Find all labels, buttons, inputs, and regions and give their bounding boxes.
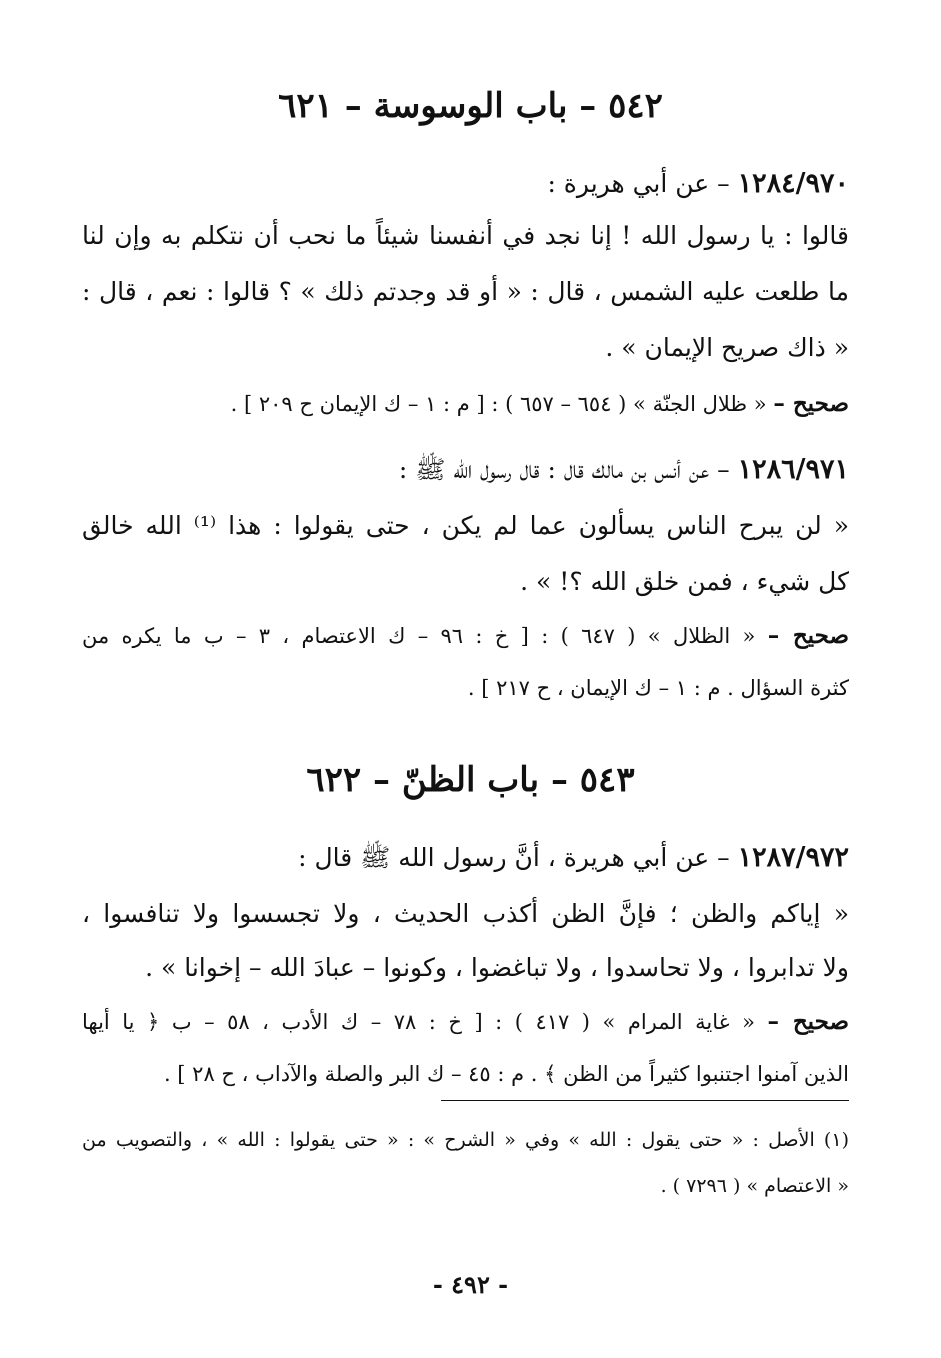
page-number: - ٤٩٢ - (432, 1270, 509, 1299)
hadith-text-line: ولا تدابروا ، ولا تحاسدوا ، ولا تباغضوا ، وكونوا – عبادَ الله – إخوانا » . (145, 953, 849, 982)
grade-label: صحيح – (767, 622, 849, 649)
source-text: « ظلال الجنّة » ( ٦٥٤ – ٦٥٧ ) : [ م : ١ – ك الإيمان ح ٢٠٩ ] . (230, 392, 774, 416)
hadith-source (82, 616, 849, 656)
hadith-header (82, 450, 849, 490)
hadith-text-line: ما طلعت عليه الشمس ، قال : « أو قد وجدتم ذلك » ؟ قالوا : نعم ، قال : (82, 277, 849, 306)
grade-label: صحيح – (767, 1008, 849, 1035)
source-text: « الظلال » ( ٦٤٧ ) : [ خ : ٩٦ – ك الاعتصام ، ٣ – ب ما يكره من (82, 624, 768, 648)
chapter-heading: ٥٤٣ – باب الظنّ – ٦٢٢ (306, 760, 635, 800)
hadith-text-line: « لن يبرح الناس يسألون عما لم يكن ، حتى يقولوا : هذا ⁽¹⁾ الله خالق (82, 511, 849, 540)
hadith-number: ١٢٨٦/٩٧١ (737, 454, 849, 485)
hadith-number: ١٢٨٤/٩٧٠ (737, 168, 849, 199)
hadith-source (82, 1002, 849, 1042)
source-text: « غاية المرام » ( ٤١٧ ) : [ خ : ٧٨ – ك الأدب ، ٥٨ – ب ﴿ يا أيها (82, 1010, 768, 1034)
hadith-intro: – عن أبي هريرة : (547, 169, 738, 198)
hadith-header (82, 164, 849, 204)
hadith-text-line: قالوا : يا رسول الله ! إنا نجد في أنفسنا شيئاً ما نحب أن نتكلم به وإن لنا (82, 221, 849, 250)
hadith-number: ١٢٨٧/٩٧٢ (737, 842, 849, 873)
hadith-source (82, 384, 849, 424)
grade-label: صحيح – (773, 390, 849, 417)
footnote-line: (١) الأصل : « حتى يقول : الله » وفي « الشرح » : « حتى يقولوا : الله » ، والتصويب من (82, 1129, 849, 1151)
hadith-header (82, 838, 849, 878)
hadith-source-line: الذين آمنوا اجتنبوا كثيراً من الظن ﴾ . م : ٤٥ – ك البر والصلة والآداب ، ح ٢٨ ] . (163, 1062, 849, 1086)
hadith-intro: – عن أبي هريرة ، أنَّ رسول الله ﷺ قال : (298, 843, 738, 872)
footnote-line: « الاعتصام » ( ٧٢٩٦ ) . (660, 1175, 849, 1197)
footnote-separator (441, 1100, 849, 1101)
hadith-source-line: كثرة السؤال . م : ١ – ك الإيمان ، ح ٢١٧ ] . (467, 676, 849, 700)
hadith-intro: – عن أنس بن مالك قال : قال رسول الله ﷺ : (398, 455, 738, 484)
chapter-heading: ٥٤٢ – باب الوسوسة – ٦٢١ (278, 86, 663, 126)
hadith-text-line: « إياكم والظن ؛ فإنَّ الظن أكذب الحديث ، ولا تجسسوا ولا تنافسوا ، (82, 899, 849, 928)
hadith-text-line: « ذاك صريح الإيمان » . (605, 333, 849, 362)
hadith-text-line: كل شيء ، فمن خلق الله ؟! » . (520, 567, 849, 596)
